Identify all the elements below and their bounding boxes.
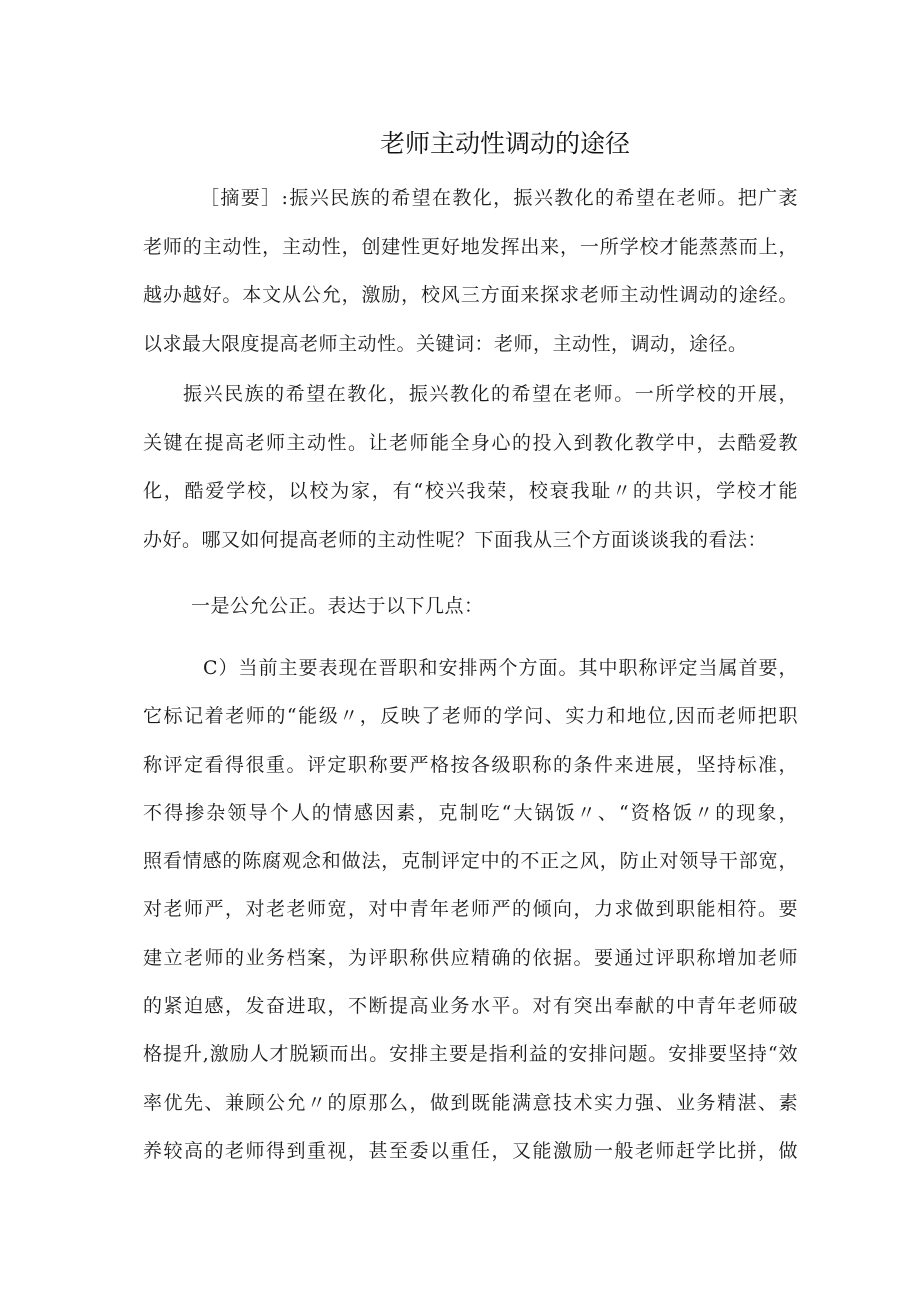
section-line: 对老师严，对老老师宽，对中青年老师严的倾向，力求做到职能相符。要	[143, 898, 798, 921]
section-line: 建立老师的业务档案，为评职称供应精确的依据。要通过评职称增加老师	[143, 946, 798, 969]
abstract-line: 老师的主动性，主动性，创建性更好地发挥出来，一所学校才能蒸蒸而上，	[143, 235, 798, 258]
abstract-line: 以求最大限度提高老师主动性。关键词：老师，主动性，调动，途径。	[143, 332, 748, 355]
abstract-line: 越办越好。本文从公允，激励，校风三方面来探求老师主动性调动的途经。	[143, 284, 798, 306]
section-paragraph	[143, 644, 798, 1175]
intro-line: 关键在提高老师主动性。让老师能全身心的投入到教化教学中，去酷爱教	[143, 431, 798, 454]
section-line: 不得掺杂领导个人的情感因素，克制吃“大锅饭〃、“资格饭〃的现象，	[143, 801, 798, 824]
abstract-paragraph	[143, 174, 798, 368]
section-line: 格提升,激励人才脱颖而出。安排主要是指利益的安排问题。安排要坚持“效	[143, 1043, 798, 1066]
intro-line: 办好。哪又如何提高老师的主动性呢？下面我从三个方面谈谈我的看法：	[143, 528, 768, 551]
section-line: 称评定看得很重。评定职称要严格按各级职称的条件来进展，坚持标准，	[143, 753, 798, 776]
abstract-line: ［摘要］:振兴民族的希望在教化，振兴教化的希望在老师。把广袤	[200, 187, 798, 209]
section-line: 它标记着老师的“能级〃，反映了老师的学问、实力和地位,因而老师把职	[143, 705, 798, 728]
section-line: 养较高的老师得到重视，甚至委以重任，又能激励一般老师赶学比拼，做	[143, 1139, 798, 1162]
intro-line: 化，酷爱学校，以校为家，有“校兴我荣，校衰我耻〃的共识，学校才能	[143, 480, 798, 502]
section-heading	[143, 582, 798, 631]
section-line: 率优先、兼顾公允〃的原那么，做到既能满意技术实力强、业务精湛、素	[143, 1091, 798, 1114]
section-heading-text: 一是公允公正。表达于以下几点：	[191, 595, 484, 617]
document-title: 老师主动性调动的途径	[379, 129, 630, 158]
intro-paragraph	[143, 370, 798, 564]
intro-line: 振兴民族的希望在教化，振兴教化的希望在老师。一所学校的开展，	[183, 383, 798, 405]
section-line: 照看情感的陈腐观念和做法，克制评定中的不正之风，防止对领导干部宽，	[143, 850, 798, 873]
section-line: C）当前主要表现在晋职和安排两个方面。其中职称评定当属首要，	[203, 657, 798, 679]
section-line: 的紧迫感，发奋进取，不断提高业务水平。对有突出奉献的中青年老师破	[143, 995, 798, 1018]
